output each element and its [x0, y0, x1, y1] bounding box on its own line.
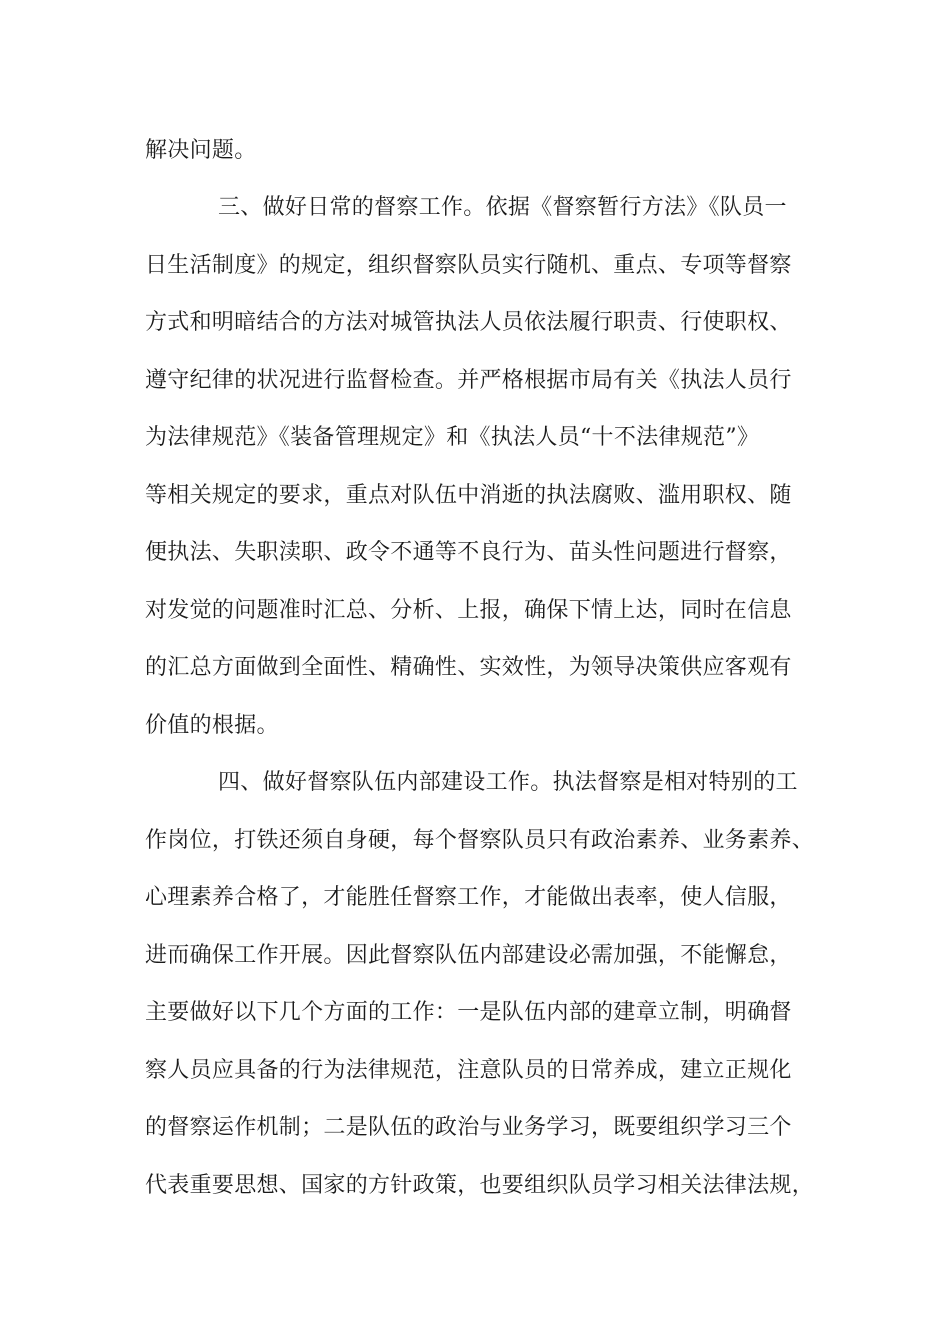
text-line-10: 的汇总方面做到全面性、精确性、实效性，为领导决策供应客观有	[145, 655, 792, 680]
text-line-19: 代表重要思想、国家的方针政策，也要组织队员学习相关法律法规，	[145, 1173, 815, 1198]
text-line-13: 作岗位，打铁还须自身硬，每个督察队员只有政治素养、业务素养、	[145, 828, 815, 853]
text-line-7: 等相关规定的要求，重点对队伍中消逝的执法腐败、滥用职权、随	[145, 483, 792, 508]
text-line-15: 进而确保工作开展。因此督察队伍内部建设必需加强，不能懈怠，	[145, 943, 792, 968]
text-line-16: 主要做好以下几个方面的工作：一是队伍内部的建章立制，明确督	[145, 1000, 792, 1025]
text-line-6: 为法律规范》《装备管理规定》和《执法人员“十不法律规范”》	[145, 425, 760, 450]
text-line-2: 三、做好日常的督察工作。依据《督察暂行方法》《队员一	[218, 195, 787, 220]
text-line-14: 心理素养合格了，才能胜任督察工作，才能做出表率，使人信服，	[145, 885, 792, 910]
text-line-12: 四、做好督察队伍内部建设工作。执法督察是相对特别的工	[218, 770, 798, 795]
text-line-1: 解决问题。	[145, 138, 257, 163]
text-line-8: 便执法、失职渎职、政令不通等不良行为、苗头性问题进行督察，	[145, 540, 792, 565]
text-line-3: 日生活制度》的规定，组织督察队员实行随机、重点、专项等督察	[145, 253, 792, 278]
text-line-11: 价值的根据。	[145, 713, 279, 738]
text-line-9: 对发觉的问题准时汇总、分析、上报，确保下情上达，同时在信息	[145, 598, 792, 623]
text-line-5: 遵守纪律的状况进行监督检查。并严格根据市局有关《执法人员行	[145, 368, 792, 393]
text-line-17: 察人员应具备的行为法律规范，注意队员的日常养成，建立正规化	[145, 1058, 792, 1083]
text-line-4: 方式和明暗结合的方法对城管执法人员依法履行职责、行使职权、	[145, 310, 792, 335]
text-line-18: 的督察运作机制；二是队伍的政治与业务学习，既要组织学习三个	[145, 1115, 792, 1140]
